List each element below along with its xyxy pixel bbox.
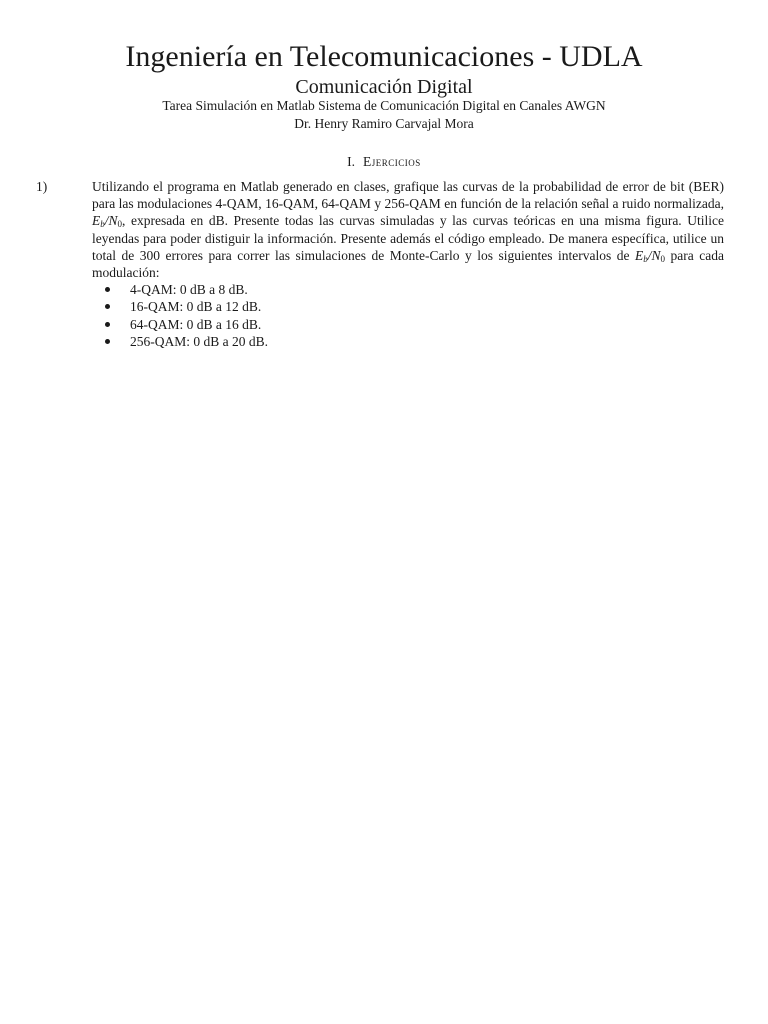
exercise-text-part3: para cada modulación: [92, 247, 724, 281]
section-heading [0, 153, 768, 171]
math-e: E [634, 247, 644, 263]
exercise-text-part1: Utilizando el programa en Matlab generado en clases, grafique las curvas de la probabilidad de error de bit (BER) para las modulaciones 4-QAM, 16-QAM, 64-QAM y 256-QAM en función de la relación señal a ruido normalizada, [92, 179, 724, 212]
list-item-text: 16-QAM: 0 dB a 12 dB. [130, 299, 262, 315]
list-item-text: 4-QAM: 0 dB a 8 dB. [130, 282, 248, 298]
list-item [92, 298, 724, 315]
math-sub-b: b [643, 253, 648, 264]
exercise-text-part2: , expresada en dB. Presente todas las curvas simuladas y las curvas teóricas en una misma figura. Utilice leyendas para poder distiguir la información. Presente además el código empleado. De manera específica, utilice un total de 300 errores para correr las simulaciones de Monte-Carlo y los siguientes intervalos de [92, 213, 724, 263]
list-item-text: 256-QAM: 0 dB a 20 dB. [130, 333, 268, 349]
bullet-icon [105, 322, 110, 327]
eb-n0-math [92, 213, 122, 228]
exercise-item [36, 178, 736, 350]
section-number: I. [347, 154, 356, 169]
document-subtitle: Comunicación Digital [295, 76, 473, 98]
list-item [92, 316, 724, 333]
document-title: Ingeniería en Telecomunicaciones - UDLA [125, 40, 643, 73]
math-slash-n: /N [647, 247, 661, 263]
bullet-icon [105, 339, 110, 344]
math-sub-b: b [100, 219, 105, 230]
exercise-label: 1) [36, 179, 48, 194]
list-item [92, 333, 724, 350]
math-slash-n: /N [104, 213, 118, 229]
list-item [92, 281, 724, 298]
math-sub-0: 0 [117, 219, 123, 230]
modulation-list [92, 281, 724, 350]
section-title: Ejercicios [363, 154, 421, 169]
math-e: E [92, 213, 101, 229]
author-name: Dr. Henry Ramiro Carvajal Mora [294, 116, 474, 131]
list-item-text: 64-QAM: 0 dB a 16 dB. [130, 316, 262, 332]
exercise-body [92, 178, 724, 350]
math-sub-0: 0 [660, 253, 665, 264]
bullet-icon [105, 304, 110, 309]
bullet-icon [105, 287, 110, 292]
task-title: Tarea Simulación en Matlab Sistema de Comunicación Digital en Canales AWGN [162, 98, 606, 113]
eb-n0-math-2 [635, 248, 665, 263]
